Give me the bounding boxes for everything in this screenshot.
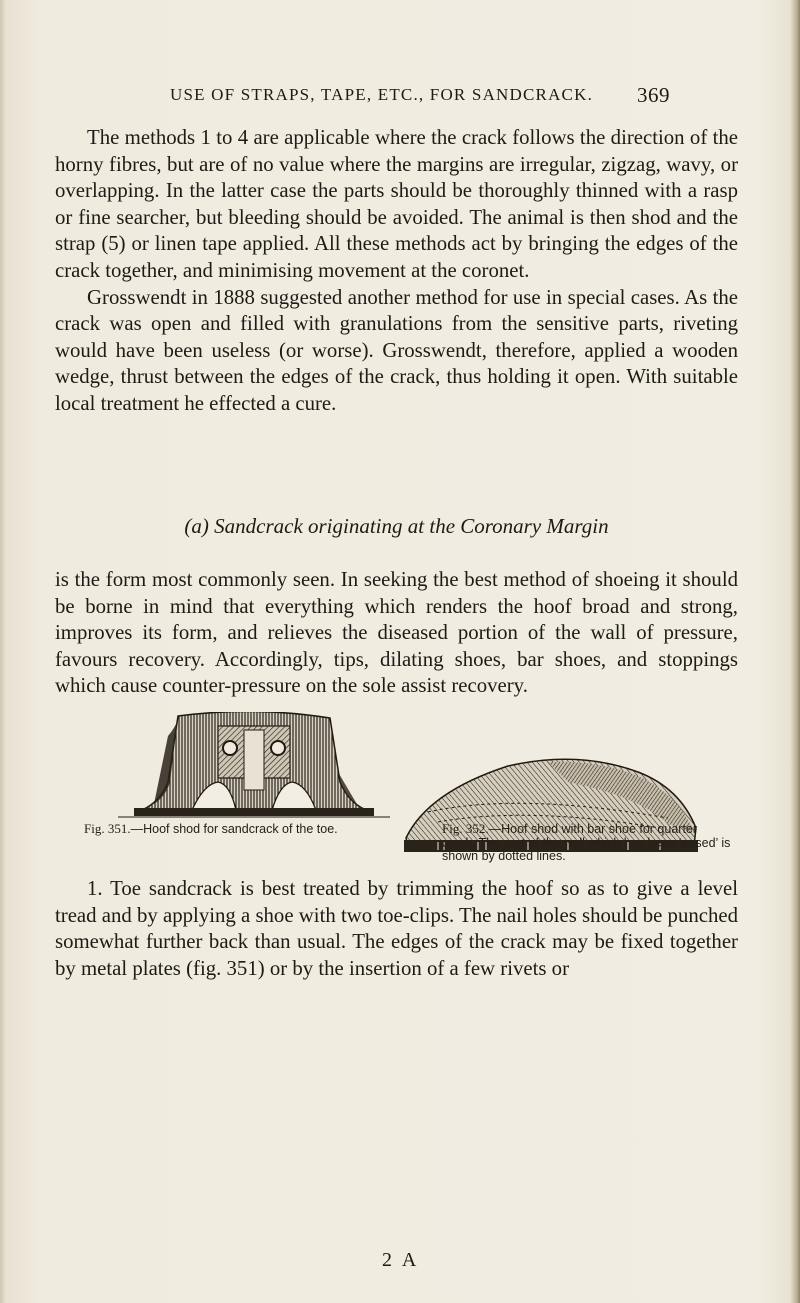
signature-mark: 2 A xyxy=(382,1249,420,1271)
paragraph: Grosswendt in 1888 suggested another method for use in special cases. As the crack was open and filled with granulations from the sensitive parts, riveting would have been useless (or worse). Grosswendt, therefore, applied a wooden wedge, thrust between the edges of the crack, thus holding it open. With suitable local treatment he effected a cure. xyxy=(55,285,738,415)
body-text-top xyxy=(55,125,738,418)
running-head: USE OF STRAPS, TAPE, ETC., FOR SANDCRACK. xyxy=(170,85,594,104)
page-edge xyxy=(790,0,800,1303)
page-gutter xyxy=(0,0,6,1303)
body-text-middle xyxy=(55,567,738,700)
figure-number: Fig. 351. xyxy=(84,821,131,836)
section-label: (a) xyxy=(184,514,209,538)
section-title: Sandcrack originating at the Coronary Margin xyxy=(214,514,609,538)
paragraph: 1. Toe sandcrack is best treated by trimming the hoof so as to give a level tread and by applying a shoe with two toe-clips. The nail holes should be punched somewhat further back than usual. The edges of the crack may be fixed together by metal plates (fig. 351) or by the insertion of a few rivets or xyxy=(55,877,738,980)
figure-caption xyxy=(84,822,394,837)
figure-caption xyxy=(442,822,732,864)
page-number: 369 xyxy=(637,83,670,107)
caption-text: —Hoof shod with bar shoe for quarter crack. The part of the wall which has been ‘eased’ is shown by dotted lines. xyxy=(442,822,731,863)
body-text-bottom xyxy=(55,876,738,982)
hoof-front-engraving-icon xyxy=(118,712,390,818)
paragraph: is the form most commonly seen. In seeking the best method of shoeing it should be borne in mind that everything which renders the hoof broad and strong, improves its form, and relieves the diseased portion of the wall of pressure, favours recovery. Accordingly, tips, dilating shoes, bar shoes, and stoppings which cause counter-pressure on the sole assist recovery. xyxy=(55,568,738,698)
paragraph: The methods 1 to 4 are applicable where the crack follows the direction of the horny fibres, but are of no value where the margins are irregular, zigzag, wavy, or overlapping. In the latter case the parts should be thoroughly thinned with a rasp or fine searcher, but bleeding should be avoided. The animal is then shod and the strap (5) or linen tape applied. All these methods act by bringing the edges of the crack together, and minimising movement at the coronet. xyxy=(55,126,738,282)
caption-text: —Hoof shod for sandcrack of the toe. xyxy=(130,822,338,836)
section-heading xyxy=(55,514,738,539)
figure-number: Fig. 352. xyxy=(442,821,489,836)
